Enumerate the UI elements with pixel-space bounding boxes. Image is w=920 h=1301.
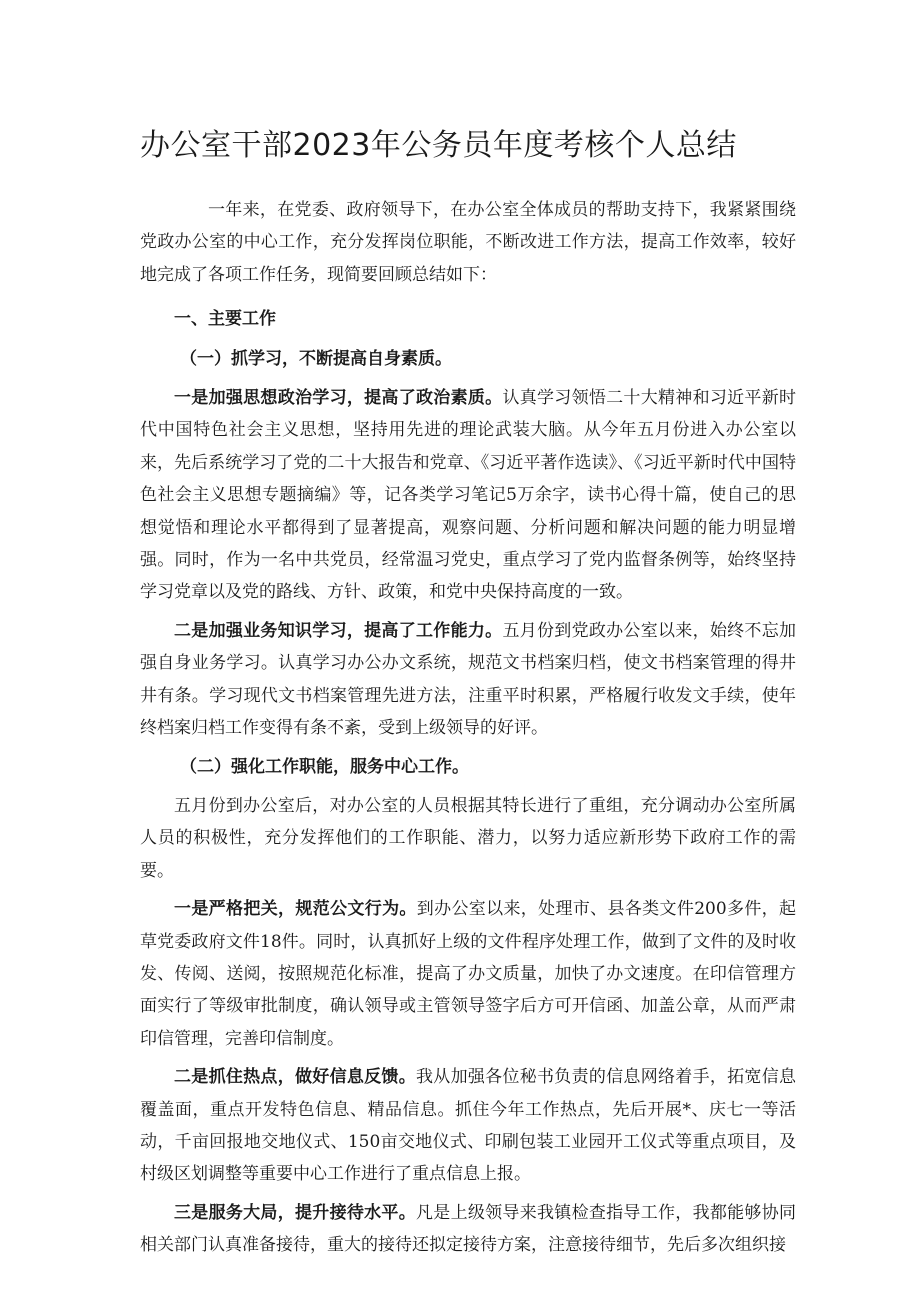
- paragraph-reception: [140, 1197, 796, 1262]
- paragraph-lead: 一是严格把关，规范公文行为。: [174, 899, 417, 920]
- paragraph-document-control: [140, 893, 796, 1055]
- section-heading-main-work: 一、主要工作: [174, 309, 276, 330]
- paragraph-body: 凡是上级领导来我镇检查指导工作，我都能够协同相关部门认真准备接待，重大的接待还拟定接待方案，注意接待细节，先后多次组织接: [140, 1202, 796, 1256]
- paragraph-information-feedback: [140, 1061, 796, 1191]
- paragraph-business-study: [140, 615, 796, 745]
- paragraph-lead: 三是服务大局，提升接待水平。: [174, 1202, 416, 1223]
- paragraph-body: 认真学习领悟二十大精神和习近平新时代中国特色社会主义思想，坚持用先进的理论武装大脑。从今年五月份进入办公室以来，先后系统学习了党的二十大报告和党章、《习近平著作选读》、《习近平新时代中国特色社会主义思想专题摘编》等，记各类学习笔记5万余字，读书心得十篇，使自己的思想觉悟和理论水平都得到了显著提高，观察问题、分析问题和解决问题的能力明显增强。同时，作为一名中共党员，经常温习党史，重点学习了党内监督条例等，始终坚持学习党章以及党的路线、方针、政策，和党中央保持高度的一致。: [140, 388, 797, 603]
- paragraph-political-study: [140, 382, 796, 609]
- paragraph-reorganization: 五月份到办公室后，对办公室的人员根据其特长进行了重组，充分调动办公室所属人员的积极性，充分发挥他们的工作职能、潜力，以努力适应新形势下政府工作的需要。: [140, 795, 796, 881]
- paragraph-lead: 一是加强思想政治学习，提高了政治素质。: [174, 388, 503, 409]
- subsection-heading-study: （一）抓学习，不断提高自身素质。: [180, 348, 452, 369]
- paragraph-lead: 二是加强业务知识学习，提高了工作能力。: [174, 620, 503, 641]
- paragraph-body: 到办公室以来，处理市、县各类文件200多件，起草党委政府文件18件。同时，认真抓好上级的文件程序处理工作，做到了文件的及时收发、传阅、送阅，按照规范化标准，提高了办文质量，加快了办文速度。在印信管理方面实行了等级审批制度，确认领导或主管领导签字后方可开信函、加盖公章，从而严肃印信管理，完善印信制度。: [140, 899, 797, 1049]
- subsection-heading-functions: （二）强化工作职能，服务中心工作。: [180, 756, 469, 777]
- document-title: 办公室干部2023年公务员年度考核个人总结: [140, 128, 737, 163]
- intro-paragraph: 一年来，在党委、政府领导下，在办公室全体成员的帮助支持下，我紧紧围绕党政办公室的中心工作，充分发挥岗位职能，不断改进工作方法，提高工作效率，较好地完成了各项工作任务，现简要回顾总结如下：: [140, 200, 796, 285]
- paragraph-lead: 二是抓住热点，做好信息反馈。: [174, 1067, 416, 1088]
- paragraph-body: 我从加强各位秘书负责的信息网络着手，拓宽信息覆盖面，重点开发特色信息、精品信息。抓住今年工作热点，先后开展*、庆七一等活动，千亩回报地交地仪式、150亩交地仪式、印刷包装工业园开工仪式等重点项目，及村级区划调整等重要中心工作进行了重点信息上报。: [140, 1067, 796, 1185]
- paragraph-body: 五月份到党政办公室以来，始终不忘加强自身业务学习。认真学习办公办文系统，规范文书档案归档，使文书档案管理的得井井有条。学习现代文书档案管理先进方法，注重平时积累，严格履行收发文手续，使年终档案归档工作变得有条不紊，受到上级领导的好评。: [140, 620, 797, 739]
